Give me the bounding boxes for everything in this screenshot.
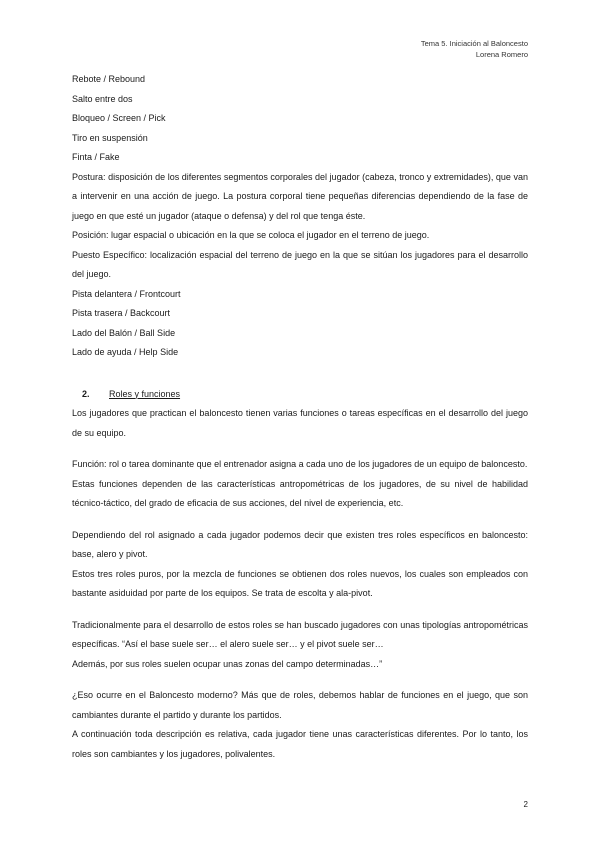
term-finta: Finta / Fake bbox=[72, 152, 120, 162]
term-lado-ayuda: Lado de ayuda / Help Side bbox=[72, 347, 179, 357]
paragraph-funcion: Función: rol o tarea dominante que el entrenador asigna a cada uno de los jugadores de un equipo de baloncesto. bbox=[72, 459, 528, 469]
paragraph-funciones-dependen: Estas funciones dependen de las características antropométricas de los jugadores, de su nivel de habilidad técnico-táctico, del grado de eficacia de sus acciones, del nivel de experiencia, etc. bbox=[72, 478, 528, 508]
section-title: Roles y funciones bbox=[109, 388, 181, 399]
term-lado-balon: Lado del Balón / Ball Side bbox=[72, 327, 176, 338]
section-number: 2. bbox=[82, 388, 90, 399]
header-author: Lorena Romero bbox=[475, 50, 528, 59]
term-tiro: Tiro en suspensión bbox=[72, 132, 148, 143]
definition-posicion: Posición: lugar espacial o ubicación en la que se coloca el jugador en el terreno de juego. bbox=[72, 230, 430, 240]
paragraph-roles-especificos: Dependiendo del rol asignado a cada jugador podemos decir que existen tres roles específicos en baloncesto: base, alero y pivot. bbox=[72, 529, 528, 559]
term-pista-delantera: Pista delantera / Frontcourt bbox=[72, 288, 181, 299]
term-bloqueo: Bloqueo / Screen / Pick bbox=[72, 113, 166, 123]
paragraph-intro: Los jugadores que practican el baloncesto tienen varias funciones o tareas específicas en el desarrollo del juego de su equipo. bbox=[72, 408, 528, 438]
term-rebote: Rebote / Rebound bbox=[72, 74, 146, 84]
definition-postura: Postura: disposición de los diferentes segmentos corporales del jugador (cabeza, tronco y extremidades), que van a intervenir en una acción de juego. La postura corporal tiene pequeñas diferencias dependiendo de la fase de juego en que esté un jugador (ataque o defensa) y del rol que tenga éste. bbox=[72, 171, 528, 221]
paragraph-continuacion: A continuación toda descripción es relativa, cada jugador tiene unas características diferentes. Por lo tanto, los roles son cambiantes y los jugadores, polivalentes. bbox=[72, 729, 528, 759]
term-pista-trasera: Pista trasera / Backcourt bbox=[72, 308, 171, 318]
header-topic: Tema 5. Iniciación al Baloncesto bbox=[420, 39, 528, 48]
document-body bbox=[72, 70, 528, 764]
page-number: 2 bbox=[523, 800, 528, 809]
paragraph-roles-puros: Estos tres roles puros, por la mezcla de funciones se obtienen dos roles nuevos, los cuales son empleados con bastante asiduidad por parte de los equipos. Se trata de escolta y ala-pivot. bbox=[72, 568, 528, 598]
definition-puesto: Puesto Específico: localización espacial del terreno de juego en la que se sitúan los jugadores para el desarrollo del juego. bbox=[72, 249, 528, 279]
paragraph-moderno: ¿Eso ocurre en el Baloncesto moderno? Más que de roles, debemos hablar de funciones en el juego, que son cambiantes durante el partido y durante los partidos. bbox=[72, 690, 528, 720]
section-heading bbox=[72, 385, 528, 405]
paragraph-ademas: Además, por sus roles suelen ocupar unas zonas del campo determinadas…” bbox=[72, 658, 383, 669]
page-header bbox=[421, 38, 528, 60]
paragraph-tradicionalmente: Tradicionalmente para el desarrollo de estos roles se han buscado jugadores con unas tipologías antropométricas específicas. “Así el base suele ser… el alero suele ser… y el pivot suele ser… bbox=[72, 619, 528, 649]
term-salto: Salto entre dos bbox=[72, 93, 133, 104]
